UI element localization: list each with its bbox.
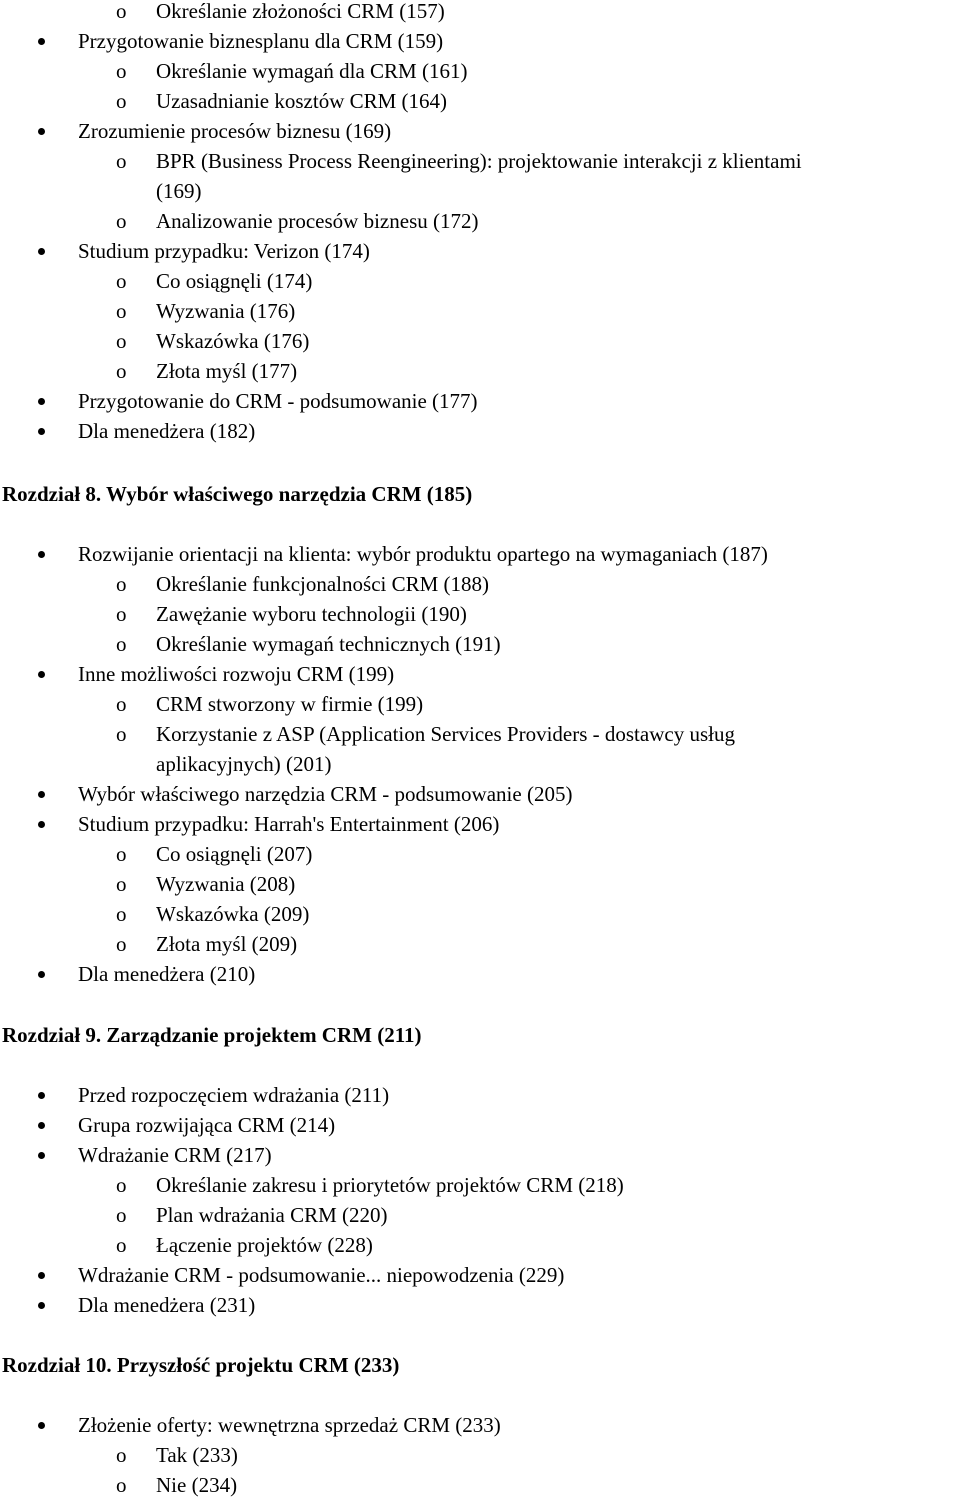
toc-subitem-text: Plan wdrażania CRM (220) [156, 1203, 388, 1227]
toc-item-text: Zrozumienie procesów biznesu (169) [78, 119, 392, 143]
toc-item-text: Wybór właściwego narzędzia CRM - podsumowanie (205) [78, 782, 573, 806]
toc-item-text: Przygotowanie do CRM - podsumowanie (177) [78, 389, 478, 413]
toc-subitem-text: Wskazówka (176) [156, 329, 310, 353]
toc-subitem-text: Określanie złożoności CRM (157) [156, 0, 445, 23]
bullet-icon [38, 1272, 45, 1279]
toc-item-text: Przygotowanie biznesplanu dla CRM (159) [78, 29, 444, 53]
bullet-icon [38, 971, 45, 978]
hollow-bullet-icon: o [116, 842, 127, 866]
toc-subitem-text: Co osiągnęli (174) [156, 269, 313, 293]
toc-item-text: Wdrażanie CRM - podsumowanie... niepowodzenia (229) [78, 1263, 565, 1287]
bullet-icon [38, 128, 45, 135]
toc-item-text: Wdrażanie CRM (217) [78, 1143, 272, 1167]
hollow-bullet-icon: o [116, 692, 127, 716]
bullet-icon [38, 428, 45, 435]
bullet-icon [38, 1122, 45, 1129]
toc-item-text: Dla menedżera (231) [78, 1293, 256, 1317]
hollow-bullet-icon: o [116, 932, 127, 956]
hollow-bullet-icon: o [116, 1443, 127, 1467]
toc-subitem-text: Co osiągnęli (207) [156, 842, 313, 866]
hollow-bullet-icon: o [116, 1173, 127, 1197]
hollow-bullet-icon: o [116, 59, 127, 83]
hollow-bullet-icon: o [116, 329, 127, 353]
toc-subitem-text: Uzasadnianie kosztów CRM (164) [156, 89, 448, 113]
toc-item-text: Dla menedżera (182) [78, 419, 256, 443]
toc-subitem-text: Określanie zakresu i priorytetów projektów CRM (218) [156, 1173, 624, 1197]
toc-item-text: Przed rozpoczęciem wdrażania (211) [78, 1083, 390, 1107]
toc-subitem-text: Łączenie projektów (228) [156, 1233, 373, 1257]
toc-item-text: Dla menedżera (210) [78, 962, 256, 986]
hollow-bullet-icon: o [116, 89, 127, 113]
hollow-bullet-icon: o [116, 602, 127, 626]
toc-subitem-text: CRM stworzony w firmie (199) [156, 692, 424, 716]
bullet-icon [38, 248, 45, 255]
toc-item-text: Grupa rozwijająca CRM (214) [78, 1113, 336, 1137]
bullet-icon [38, 791, 45, 798]
bullet-icon [38, 821, 45, 828]
bullet-icon [38, 398, 45, 405]
toc-subitem-text: Określanie wymagań dla CRM (161) [156, 59, 468, 83]
toc-subitem-text: Wskazówka (209) [156, 902, 310, 926]
hollow-bullet-icon: o [116, 209, 127, 233]
hollow-bullet-icon: o [116, 572, 127, 596]
toc-subitem-text: Tak (233) [156, 1443, 238, 1467]
toc-item-text: Rozwijanie orientacji na klienta: wybór produktu opartego na wymaganiach (187) [78, 542, 768, 566]
toc-subitem-text: aplikacyjnych) (201) [156, 752, 332, 776]
toc-subitem-text: Złota myśl (209) [156, 932, 298, 956]
bullet-icon [38, 1152, 45, 1159]
bullet-icon [38, 671, 45, 678]
chapter-heading-text: Rozdział 8. Wybór właściwego narzędzia CRM (185) [2, 482, 473, 506]
hollow-bullet-icon: o [116, 1473, 127, 1497]
toc-subitem-text: Określanie funkcjonalności CRM (188) [156, 572, 490, 596]
toc-subitem-text: (169) [156, 179, 202, 203]
toc-subitem-text: Wyzwania (208) [156, 872, 296, 896]
toc-subitem-text: Zawężanie wyboru technologii (190) [156, 602, 467, 626]
hollow-bullet-icon: o [116, 872, 127, 896]
chapter-heading-text: Rozdział 9. Zarządzanie projektem CRM (211) [2, 1023, 422, 1047]
hollow-bullet-icon: o [116, 359, 127, 383]
toc-subitem-text: Złota myśl (177) [156, 359, 298, 383]
hollow-bullet-icon: o [116, 902, 127, 926]
hollow-bullet-icon: o [116, 1233, 127, 1257]
chapter-heading-text: Rozdział 10. Przyszłość projektu CRM (233) [2, 1353, 400, 1377]
bullet-icon [38, 1422, 45, 1429]
hollow-bullet-icon: o [116, 0, 127, 23]
toc-item-text: Studium przypadku: Verizon (174) [78, 239, 370, 263]
toc-subitem-text: Wyzwania (176) [156, 299, 296, 323]
hollow-bullet-icon: o [116, 1203, 127, 1227]
bullet-icon [38, 551, 45, 558]
toc-subitem-text: Określanie wymagań technicznych (191) [156, 632, 501, 656]
toc-subitem-text: Nie (234) [156, 1473, 238, 1497]
hollow-bullet-icon: o [116, 299, 127, 323]
hollow-bullet-icon: o [116, 632, 127, 656]
hollow-bullet-icon: o [116, 269, 127, 293]
toc-item-text: Inne możliwości rozwoju CRM (199) [78, 662, 395, 686]
toc-item-text: Studium przypadku: Harrah's Entertainment (206) [78, 812, 500, 836]
toc-subitem-text: BPR (Business Process Reengineering): projektowanie interakcji z klientami [156, 149, 802, 173]
bullet-icon [38, 1092, 45, 1099]
bullet-icon [38, 1302, 45, 1309]
hollow-bullet-icon: o [116, 722, 127, 746]
bullet-icon [38, 38, 45, 45]
hollow-bullet-icon: o [116, 149, 127, 173]
toc-item-text: Złożenie oferty: wewnętrzna sprzedaż CRM (233) [78, 1413, 501, 1437]
toc-subitem-text: Korzystanie z ASP (Application Services Providers - dostawcy usług [156, 722, 735, 746]
toc-subitem-text: Analizowanie procesów biznesu (172) [156, 209, 479, 233]
